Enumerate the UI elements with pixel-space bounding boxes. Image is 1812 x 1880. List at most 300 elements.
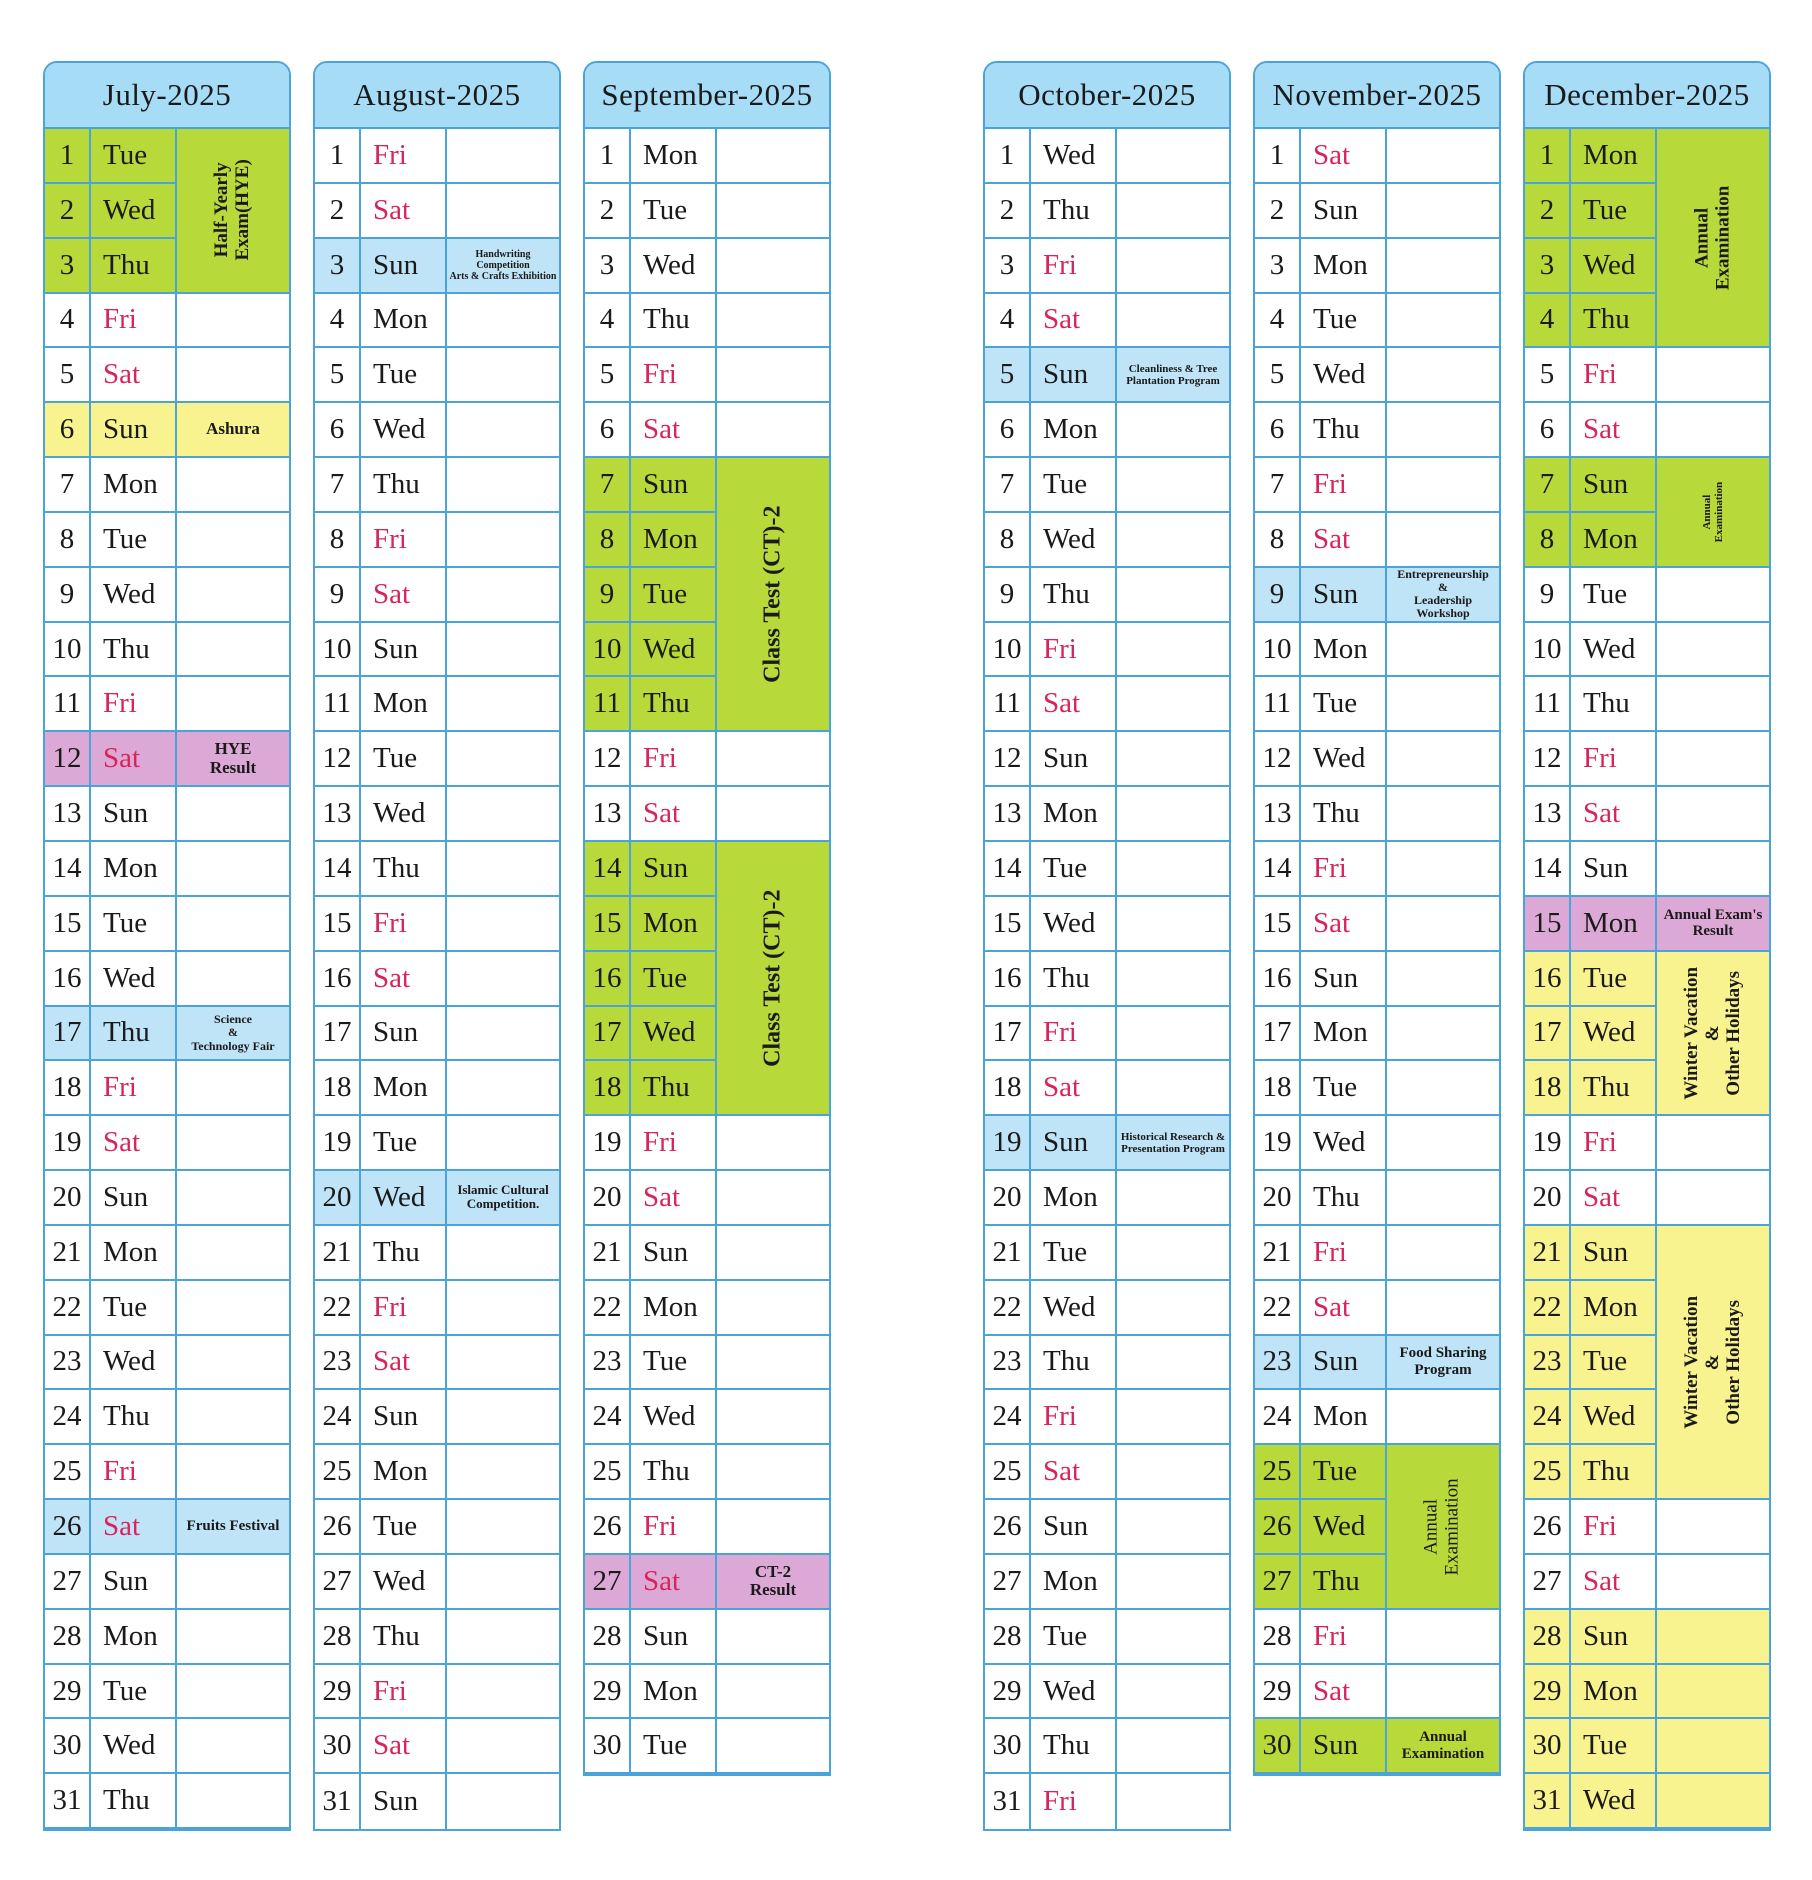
weekday-name: Mon: [1031, 787, 1117, 840]
event-cell: [447, 1116, 559, 1169]
span-event: [1387, 1445, 1499, 1610]
date-number: 25: [1255, 1445, 1301, 1498]
weekday-name: Fri: [631, 732, 717, 785]
weekday-name: Sat: [91, 348, 177, 401]
event-cell: [717, 1336, 829, 1389]
weekday-name: Sat: [1571, 787, 1657, 840]
weekday-name: Thu: [361, 842, 447, 895]
date-number: 29: [315, 1665, 361, 1718]
date-number: 20: [985, 1171, 1031, 1224]
date-number: 9: [315, 568, 361, 621]
date-number: 18: [45, 1061, 91, 1114]
date-number: 28: [1525, 1610, 1571, 1663]
event-cell: [177, 1281, 289, 1334]
date-number: 10: [585, 623, 631, 676]
weekday-name: Sat: [631, 403, 717, 456]
date-number: 30: [585, 1719, 631, 1772]
day-row: [985, 1445, 1229, 1500]
weekday-name: Sat: [91, 1116, 177, 1169]
event-cell: [1117, 1610, 1229, 1663]
date-number: 26: [585, 1500, 631, 1553]
weekday-name: Tue: [631, 1719, 717, 1772]
weekday-name: Fri: [1301, 842, 1387, 895]
event-cell: [1387, 348, 1499, 401]
span-event: [1657, 1226, 1769, 1500]
weekday-name: Sun: [361, 623, 447, 676]
day-row: [1255, 1665, 1499, 1720]
day-row: [985, 1007, 1229, 1062]
event-cell: [717, 787, 829, 840]
weekday-name: Sun: [361, 239, 447, 292]
weekday-name: Sat: [1301, 513, 1387, 566]
date-number: 1: [1525, 129, 1571, 182]
event-cell: [447, 513, 559, 566]
weekday-name: Sun: [361, 1007, 447, 1060]
event-cell: [717, 1281, 829, 1334]
date-number: 9: [45, 568, 91, 621]
weekday-name: Mon: [1571, 897, 1657, 950]
event-cell: [717, 732, 829, 785]
event-cell: [177, 787, 289, 840]
date-number: 2: [585, 184, 631, 237]
date-number: 22: [1525, 1281, 1571, 1334]
day-row: [1255, 842, 1499, 897]
day-row: [315, 403, 559, 458]
day-row: [585, 1665, 829, 1720]
day-row: [1255, 513, 1499, 568]
day-row: [985, 1336, 1229, 1391]
day-row: [585, 1719, 829, 1774]
event-cell: [717, 1719, 829, 1772]
event-cell: [447, 952, 559, 1005]
day-row: [985, 1665, 1229, 1720]
event-cell: [447, 623, 559, 676]
date-number: 28: [585, 1610, 631, 1663]
weekday-name: Wed: [361, 787, 447, 840]
weekday-name: Wed: [91, 1336, 177, 1389]
event-cell: [447, 568, 559, 621]
weekday-name: Mon: [91, 1610, 177, 1663]
date-number: 15: [1525, 897, 1571, 950]
day-row: [1525, 1719, 1769, 1774]
day-row: [1255, 1226, 1499, 1281]
event-cell: [1117, 1281, 1229, 1334]
date-number: 9: [985, 568, 1031, 621]
date-number: 17: [45, 1007, 91, 1060]
day-row: [1255, 732, 1499, 787]
event-cell: [1387, 1281, 1499, 1334]
event-cell: [717, 1665, 829, 1718]
date-number: 27: [1525, 1555, 1571, 1608]
event-cell: [1657, 1610, 1769, 1663]
event-cell: [717, 348, 829, 401]
day-row: [45, 1719, 289, 1774]
event-cell: [177, 1226, 289, 1279]
event-label: Historical Research & Presentation Program: [1120, 1130, 1226, 1155]
weekday-name: Wed: [631, 623, 717, 676]
event-cell: [1657, 403, 1769, 456]
day-row: [315, 1061, 559, 1116]
event-cell: [177, 1061, 289, 1114]
span-event: [1657, 952, 1769, 1117]
weekday-name: Wed: [631, 239, 717, 292]
weekday-name: Sat: [1571, 1171, 1657, 1224]
day-row: [1255, 1061, 1499, 1116]
date-number: 22: [45, 1281, 91, 1334]
day-row: [1255, 1719, 1499, 1774]
event-label: CT-2 Result: [749, 1561, 797, 1600]
date-number: 11: [1525, 677, 1571, 730]
weekday-name: Thu: [361, 1226, 447, 1279]
weekday-name: Wed: [1031, 1281, 1117, 1334]
event-cell: [177, 1774, 289, 1827]
weekday-name: Fri: [1301, 1610, 1387, 1663]
day-row: [585, 1445, 829, 1500]
date-number: 7: [315, 458, 361, 511]
weekday-name: Sun: [1031, 1500, 1117, 1553]
date-number: 14: [1255, 842, 1301, 895]
day-row: [1255, 1390, 1499, 1445]
weekday-name: Tue: [91, 1665, 177, 1718]
weekday-name: Thu: [91, 1774, 177, 1827]
event-cell: [177, 952, 289, 1005]
weekday-name: Thu: [1571, 677, 1657, 730]
weekday-name: Wed: [1571, 1774, 1657, 1827]
weekday-name: Wed: [361, 1171, 447, 1224]
weekday-name: Sun: [1031, 732, 1117, 785]
event-cell: [1387, 403, 1499, 456]
weekday-name: Tue: [1301, 294, 1387, 347]
date-number: 8: [1525, 513, 1571, 566]
day-row: [315, 239, 559, 294]
weekday-name: Sat: [1031, 677, 1117, 730]
month-title: November-2025: [1255, 63, 1499, 129]
event-cell: [1657, 1774, 1769, 1827]
weekday-name: Mon: [631, 1665, 717, 1718]
date-number: 3: [315, 239, 361, 292]
event-cell: [447, 842, 559, 895]
weekday-name: Wed: [1031, 129, 1117, 182]
date-number: 18: [315, 1061, 361, 1114]
date-number: 20: [1255, 1171, 1301, 1224]
weekday-name: Mon: [631, 513, 717, 566]
event-cell: [447, 1445, 559, 1498]
weekday-name: Mon: [1301, 1390, 1387, 1443]
date-number: 15: [315, 897, 361, 950]
weekday-name: Sun: [1301, 184, 1387, 237]
event-label: Fruits Festival: [186, 1518, 280, 1535]
weekday-name: Sat: [91, 1500, 177, 1553]
day-row: [985, 1390, 1229, 1445]
event-cell: [1117, 184, 1229, 237]
event-label: Annual Exam's Result: [1663, 906, 1763, 940]
day-row: [1525, 842, 1769, 897]
date-number: 30: [985, 1719, 1031, 1772]
weekday-name: Sat: [1031, 294, 1117, 347]
date-number: 22: [1255, 1281, 1301, 1334]
weekday-name: Sun: [631, 458, 717, 511]
event-cell: [1387, 623, 1499, 676]
date-number: 12: [1525, 732, 1571, 785]
date-number: 14: [45, 842, 91, 895]
date-number: 24: [585, 1390, 631, 1443]
weekday-name: Mon: [91, 458, 177, 511]
date-number: 12: [985, 732, 1031, 785]
weekday-name: Fri: [1031, 623, 1117, 676]
event-cell: [177, 568, 289, 621]
weekday-name: Tue: [1031, 1226, 1117, 1279]
weekday-name: Fri: [1571, 732, 1657, 785]
date-number: 28: [1255, 1610, 1301, 1663]
date-number: 9: [1525, 568, 1571, 621]
event-cell: [1387, 1665, 1499, 1718]
date-number: 10: [1255, 623, 1301, 676]
date-number: 10: [315, 623, 361, 676]
weekday-name: Sun: [1031, 1116, 1117, 1169]
date-number: 22: [315, 1281, 361, 1334]
day-row: [45, 568, 289, 623]
weekday-name: Wed: [1301, 348, 1387, 401]
weekday-name: Fri: [1571, 348, 1657, 401]
event-cell: [1117, 1226, 1229, 1279]
weekday-name: Sat: [361, 184, 447, 237]
date-number: 26: [1525, 1500, 1571, 1553]
date-number: 21: [45, 1226, 91, 1279]
event-cell: [447, 1719, 559, 1772]
day-row: [1255, 1116, 1499, 1171]
weekday-name: Fri: [1571, 1500, 1657, 1553]
date-number: 25: [1525, 1445, 1571, 1498]
month-grid: [315, 129, 559, 1829]
date-number: 19: [315, 1116, 361, 1169]
weekday-name: Fri: [91, 1061, 177, 1114]
weekday-name: Tue: [1031, 842, 1117, 895]
month-august-2025: [313, 61, 561, 1831]
day-row: [45, 1610, 289, 1665]
weekday-name: Sat: [91, 732, 177, 785]
date-number: 21: [315, 1226, 361, 1279]
weekday-name: Fri: [631, 1116, 717, 1169]
weekday-name: Thu: [1031, 952, 1117, 1005]
event-cell: [177, 842, 289, 895]
day-row: [985, 458, 1229, 513]
weekday-name: Fri: [361, 1665, 447, 1718]
event-cell: [447, 1007, 559, 1060]
day-row: [45, 1116, 289, 1171]
date-number: 11: [585, 677, 631, 730]
day-row: [315, 513, 559, 568]
date-number: 6: [1255, 403, 1301, 456]
date-number: 3: [1525, 239, 1571, 292]
weekday-name: Sun: [1571, 458, 1657, 511]
date-number: 11: [45, 677, 91, 730]
date-number: 5: [45, 348, 91, 401]
date-number: 1: [985, 129, 1031, 182]
weekday-name: Mon: [1571, 1665, 1657, 1718]
month-grid: [985, 129, 1229, 1829]
date-number: 26: [315, 1500, 361, 1553]
date-number: 4: [45, 294, 91, 347]
date-number: 30: [45, 1719, 91, 1772]
weekday-name: Sat: [361, 952, 447, 1005]
weekday-name: Sun: [631, 1610, 717, 1663]
date-number: 18: [1525, 1061, 1571, 1114]
day-row: [45, 677, 289, 732]
date-number: 13: [585, 787, 631, 840]
month-title: December-2025: [1525, 63, 1769, 129]
date-number: 8: [985, 513, 1031, 566]
day-row: [315, 842, 559, 897]
day-row: [315, 732, 559, 787]
date-number: 6: [315, 403, 361, 456]
event-cell: [447, 732, 559, 785]
date-number: 17: [985, 1007, 1031, 1060]
event-cell: [1117, 1500, 1229, 1553]
event-label: Handwriting Competition Arts & Crafts Exhibition: [449, 248, 557, 282]
date-number: 1: [1255, 129, 1301, 182]
span-event: [177, 129, 289, 294]
date-number: 26: [1255, 1500, 1301, 1553]
date-number: 5: [1525, 348, 1571, 401]
event-cell: [447, 1500, 559, 1553]
span-event-label: Half-Yearly Exam(HYE): [211, 159, 253, 261]
date-number: 2: [315, 184, 361, 237]
event-cell: [1387, 239, 1499, 292]
weekday-name: Mon: [361, 294, 447, 347]
day-row: [585, 1281, 829, 1336]
weekday-name: Sun: [631, 842, 717, 895]
event-cell: [1657, 348, 1769, 401]
weekday-name: Sun: [91, 403, 177, 456]
weekday-name: Wed: [91, 1719, 177, 1772]
date-number: 7: [1255, 458, 1301, 511]
day-row: [315, 1774, 559, 1829]
weekday-name: Thu: [1031, 568, 1117, 621]
day-row: [45, 458, 289, 513]
day-row: [585, 239, 829, 294]
day-row: [585, 732, 829, 787]
event-cell: [177, 897, 289, 950]
event-cell: [717, 1500, 829, 1553]
date-number: 31: [1525, 1774, 1571, 1827]
event-cell: [717, 129, 829, 182]
event-cell: [1387, 677, 1499, 730]
day-row: [1525, 1555, 1769, 1610]
event-cell: [177, 623, 289, 676]
date-number: 10: [45, 623, 91, 676]
weekday-name: Mon: [1031, 1171, 1117, 1224]
event-cell: [1117, 513, 1229, 566]
weekday-name: Fri: [361, 513, 447, 566]
event-cell: [1117, 458, 1229, 511]
date-number: 19: [1255, 1116, 1301, 1169]
month-december-2025: [1523, 61, 1771, 1831]
day-row: [315, 294, 559, 349]
day-row: [985, 1061, 1229, 1116]
weekday-name: Sat: [631, 1555, 717, 1608]
weekday-name: Thu: [1301, 1171, 1387, 1224]
event-cell: [1387, 1226, 1499, 1279]
date-number: 25: [315, 1445, 361, 1498]
date-number: 31: [315, 1774, 361, 1829]
day-row: [1525, 1171, 1769, 1226]
day-row: [1525, 1610, 1769, 1665]
weekday-name: Tue: [1031, 458, 1117, 511]
day-row: [585, 294, 829, 349]
month-july-2025: [43, 61, 291, 1831]
day-row: [45, 732, 289, 787]
day-row: [985, 897, 1229, 952]
date-number: 9: [1255, 568, 1301, 621]
date-number: 2: [985, 184, 1031, 237]
weekday-name: Wed: [631, 1007, 717, 1060]
weekday-name: Sat: [1301, 129, 1387, 182]
day-row: [985, 403, 1229, 458]
day-row: [1525, 568, 1769, 623]
day-row: [45, 1445, 289, 1500]
day-row: [45, 1226, 289, 1281]
day-row: [1525, 1500, 1769, 1555]
day-row: [985, 513, 1229, 568]
date-number: 12: [1255, 732, 1301, 785]
weekday-name: Mon: [1571, 1281, 1657, 1334]
day-row: [1255, 1007, 1499, 1062]
weekday-name: Sun: [91, 1555, 177, 1608]
event-cell: [447, 1665, 559, 1718]
day-row: [45, 842, 289, 897]
weekday-name: Tue: [1031, 1610, 1117, 1663]
date-number: 5: [315, 348, 361, 401]
event-cell: [447, 458, 559, 511]
day-row: [315, 1555, 559, 1610]
weekday-name: Sun: [1571, 1226, 1657, 1279]
weekday-name: Thu: [1301, 787, 1387, 840]
day-row: [45, 1281, 289, 1336]
day-row: [45, 294, 289, 349]
date-number: 23: [585, 1336, 631, 1389]
event-cell: [447, 677, 559, 730]
event-cell: [177, 1390, 289, 1443]
event-cell: [1117, 1445, 1229, 1498]
date-number: 12: [585, 732, 631, 785]
date-number: 7: [985, 458, 1031, 511]
date-number: 22: [985, 1281, 1031, 1334]
weekday-name: Wed: [91, 568, 177, 621]
span-event-label: Class Test (CT)-2: [759, 505, 786, 683]
event-cell: [447, 129, 559, 182]
day-row: [1255, 623, 1499, 678]
event-label: Islamic Cultural Competition.: [457, 1182, 549, 1212]
weekday-name: Wed: [631, 1390, 717, 1443]
date-number: 25: [585, 1445, 631, 1498]
date-number: 19: [1525, 1116, 1571, 1169]
event-cell: [447, 1336, 559, 1389]
event-cell: [1117, 568, 1229, 621]
date-number: 31: [45, 1774, 91, 1827]
day-row: [985, 677, 1229, 732]
weekday-name: Fri: [631, 1500, 717, 1553]
weekday-name: Tue: [91, 129, 177, 182]
date-number: 29: [985, 1665, 1031, 1718]
date-number: 16: [585, 952, 631, 1005]
date-number: 16: [45, 952, 91, 1005]
date-number: 13: [1525, 787, 1571, 840]
event-cell: [1117, 1665, 1229, 1718]
day-row: [985, 623, 1229, 678]
weekday-name: Tue: [361, 348, 447, 401]
day-row: [985, 184, 1229, 239]
span-event: [1657, 129, 1769, 348]
